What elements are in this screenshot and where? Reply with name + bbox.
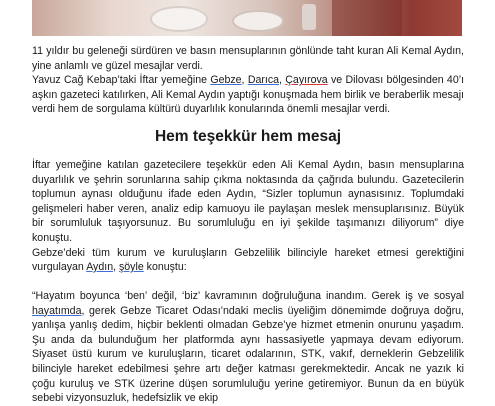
text-fragment: , (279, 74, 286, 87)
word-hayatimda: hayatımda (32, 304, 82, 317)
plate-shape (232, 10, 284, 32)
thanks-text: İftar yemeğine katılan gazetecilere teşekkür eden Ali Kemal Aydın, basın mensuplarına duyarlılık ve şehrin sorunlarına sahip çıkma noktasında da çağrıda bulundu. Gazetecilerin toplumun aynası olduğunu ifade eden Aydın, “Sizler toplumun aynasısınız. Toplumdaki gelişmeleri haber veren, analiz edip kamuoyu ile paylaşan meslek mensuplarısınız. Büyük bir sorumluluk taşıyorsunuz. Bu sorumluluğu en iyi şekilde taşımanızı diliyorum” diye konuştu. (32, 159, 464, 244)
paragraph-thanks (32, 158, 464, 275)
intro-iftar-line (32, 73, 464, 117)
section-heading: Hem teşekkür hem mesaj (154, 128, 342, 145)
paragraph-quote (32, 289, 464, 406)
text-fragment: konuştu: (143, 261, 187, 274)
link-darica: Darıca (247, 74, 280, 87)
link-gebze: Gebze (210, 74, 242, 87)
gebzelilik-text (32, 246, 464, 275)
word-soyle: şöyle (118, 261, 144, 274)
photo-shadow (332, 0, 402, 36)
text-fragment: Yavuz Cağ Kebap’taki İftar yemeğine (32, 74, 211, 87)
name-aydin: Aydın (86, 261, 114, 274)
article-photo (32, 0, 462, 36)
glass-shape (302, 4, 316, 30)
link-cayirova: Çayırova (285, 74, 328, 87)
text-fragment: Gebze’deki tüm kurum ve kuruluşların Gebzelilik bilinciyle hareket etmesi gerektiğini vurgulayan (32, 246, 464, 274)
text-fragment: “Hayatım boyunca ‘ben’ değil, ‘biz’ kavramının doğruluğuna inandım. Gerek iş ve sosyal (32, 290, 464, 302)
text-fragment: , (113, 261, 119, 274)
text-fragment: , (241, 74, 248, 87)
quote-text (32, 289, 464, 406)
intro-line: 11 yıldır bu geleneği sürdüren ve basın mensuplarının gönlünde taht kuran Ali Kemal Aydın, yine anlamlı ve güzel mesajlar verdi. (32, 45, 464, 72)
text-fragment: ve Dilovası bölgesinden 40’ı aşkın gazeteci katılırken, Ali Kemal Aydın yaptığı konuşmada hem birlik ve beraberlik mesajı verdi hem de sorgulama kültürü duyarlılık konularında önemli mesajlar verdi. (32, 74, 465, 116)
text-fragment: , gerek Gebze Ticaret Odası’ndaki meclis üyeliğim dönemimde doğruya doğru, yanlışa yanlış dedim, hiçbir beklenti olmadan Gebze’ye hizmet etmenin onurunu yaşadım. Şu anda da bulunduğum her platformda aynı hassasiyetle yapmaya devam ediyorum. Siyaset üstü kurum ve kuruluşların, ticaret odalarının, STK, vakıf, derneklerin Gebzelilik bilinciyle hareket edebilmesi şehre artı değer katması gerekmektedir. Ancak ne yazık ki çoğu kuruluş ve STK üzerine düşen sorumluluğu yerine getiremiyor. Bunun da en büyük sebebi vizyonsuzluk, hedefsizlik ve ekip (32, 304, 464, 405)
paragraph-intro (32, 44, 464, 117)
plate-shape (150, 6, 208, 32)
